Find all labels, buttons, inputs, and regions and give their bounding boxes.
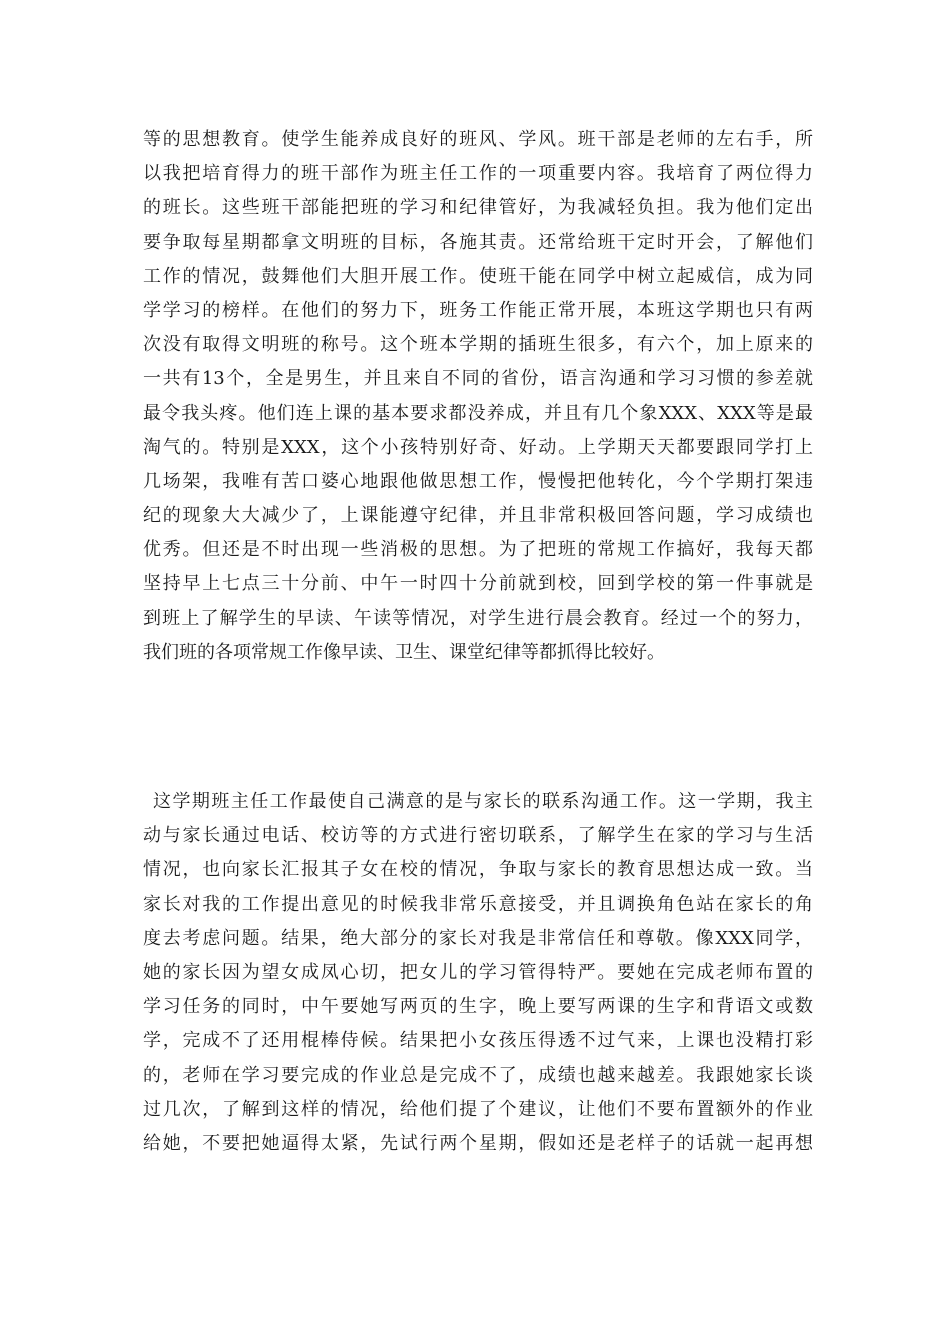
text-line: 几场架，我唯有苦口婆心地跟他做思想工作，慢慢把他转化，今个学期打架违 xyxy=(143,470,813,492)
text-line: 我们班的各项常规工作像早读、卫生、课堂纪律等都抓得比较好。 xyxy=(143,641,665,663)
text-line: 次没有取得文明班的称号。这个班本学期的插班生很多，有六个，加上原来的 xyxy=(143,334,813,356)
text-line: 工作的情况，鼓舞他们大胆开展工作。使班干能在同学中树立起威信，成为同 xyxy=(143,265,813,287)
text-line: 等的思想教育。使学生能养成良好的班风、学风。班干部是老师的左右手，所 xyxy=(143,129,813,150)
text-line: 到班上了解学生的早读、午读等情况，对学生进行晨会教育。经过一个的努力， xyxy=(143,607,813,629)
text-line: 要争取每星期都拿文明班的目标，各施其责。还常给班干定时开会，了解他们 xyxy=(143,231,813,253)
paragraph-parent-communication xyxy=(143,785,813,1161)
text-line: 一共有13个，全是男生，并且来自不同的省份，语言沟通和学习习惯的参差就 xyxy=(143,368,813,390)
text-line: 的，老师在学习要完成的作业总是完成不了，成绩也越来越差。我跟她家长谈 xyxy=(143,1064,813,1086)
text-line: 这学期班主任工作最使自己满意的是与家长的联系沟通工作。这一学期，我主 xyxy=(153,791,813,812)
text-line: 情况，也向家长汇报其子女在校的情况，争取与家长的教育思想达成一致。当 xyxy=(143,859,813,881)
text-line: 动与家长通过电话、校访等的方式进行密切联系，了解学生在家的学习与生活 xyxy=(143,825,813,847)
text-line: 学学习的榜样。在他们的努力下，班务工作能正常开展，本班这学期也只有两 xyxy=(143,299,813,321)
paragraph-class-cadres xyxy=(143,123,813,670)
text-line: 最令我头疼。他们连上课的基本要求都没养成，并且有几个象XXX、XXX等是最 xyxy=(143,402,813,424)
text-line: 的班长。这些班干部能把班的学习和纪律管好，为我减轻负担。我为他们定出 xyxy=(143,197,813,219)
text-line: 优秀。但还是不时出现一些消极的思想。为了把班的常规工作搞好，我每天都 xyxy=(143,539,813,561)
text-line: 给她，不要把她逼得太紧，先试行两个星期，假如还是老样子的话就一起再想 xyxy=(143,1132,813,1154)
text-line: 度去考虑问题。结果，绝大部分的家长对我是非常信任和尊敬。像XXX同学， xyxy=(143,927,813,949)
text-line: 过几次，了解到这样的情况，给他们提了个建议，让他们不要布置额外的作业 xyxy=(143,1098,813,1120)
text-line: 纪的现象大大减少了，上课能遵守纪律，并且非常积极回答问题，学习成绩也 xyxy=(143,505,813,527)
text-line: 她的家长因为望女成凤心切，把女儿的学习管得特严。要她在完成老师布置的 xyxy=(143,961,813,983)
text-line: 学，完成不了还用棍棒侍候。结果把小女孩压得透不过气来，上课也没精打彩 xyxy=(143,1030,813,1052)
text-line: 学习任务的同时，中午要她写两页的生字，晚上要写两课的生字和背语文或数 xyxy=(143,996,813,1018)
text-line: 坚持早上七点三十分前、中午一时四十分前就到校，回到学校的第一件事就是 xyxy=(143,573,813,595)
text-line: 以我把培育得力的班干部作为班主任工作的一项重要内容。我培育了两位得力 xyxy=(143,163,813,185)
text-line: 淘气的。特别是XXX，这个小孩特别好奇、好动。上学期天天都要跟同学打上 xyxy=(143,436,813,458)
text-line: 家长对我的工作提出意见的时候我非常乐意接受，并且调换角色站在家长的角 xyxy=(143,893,813,915)
